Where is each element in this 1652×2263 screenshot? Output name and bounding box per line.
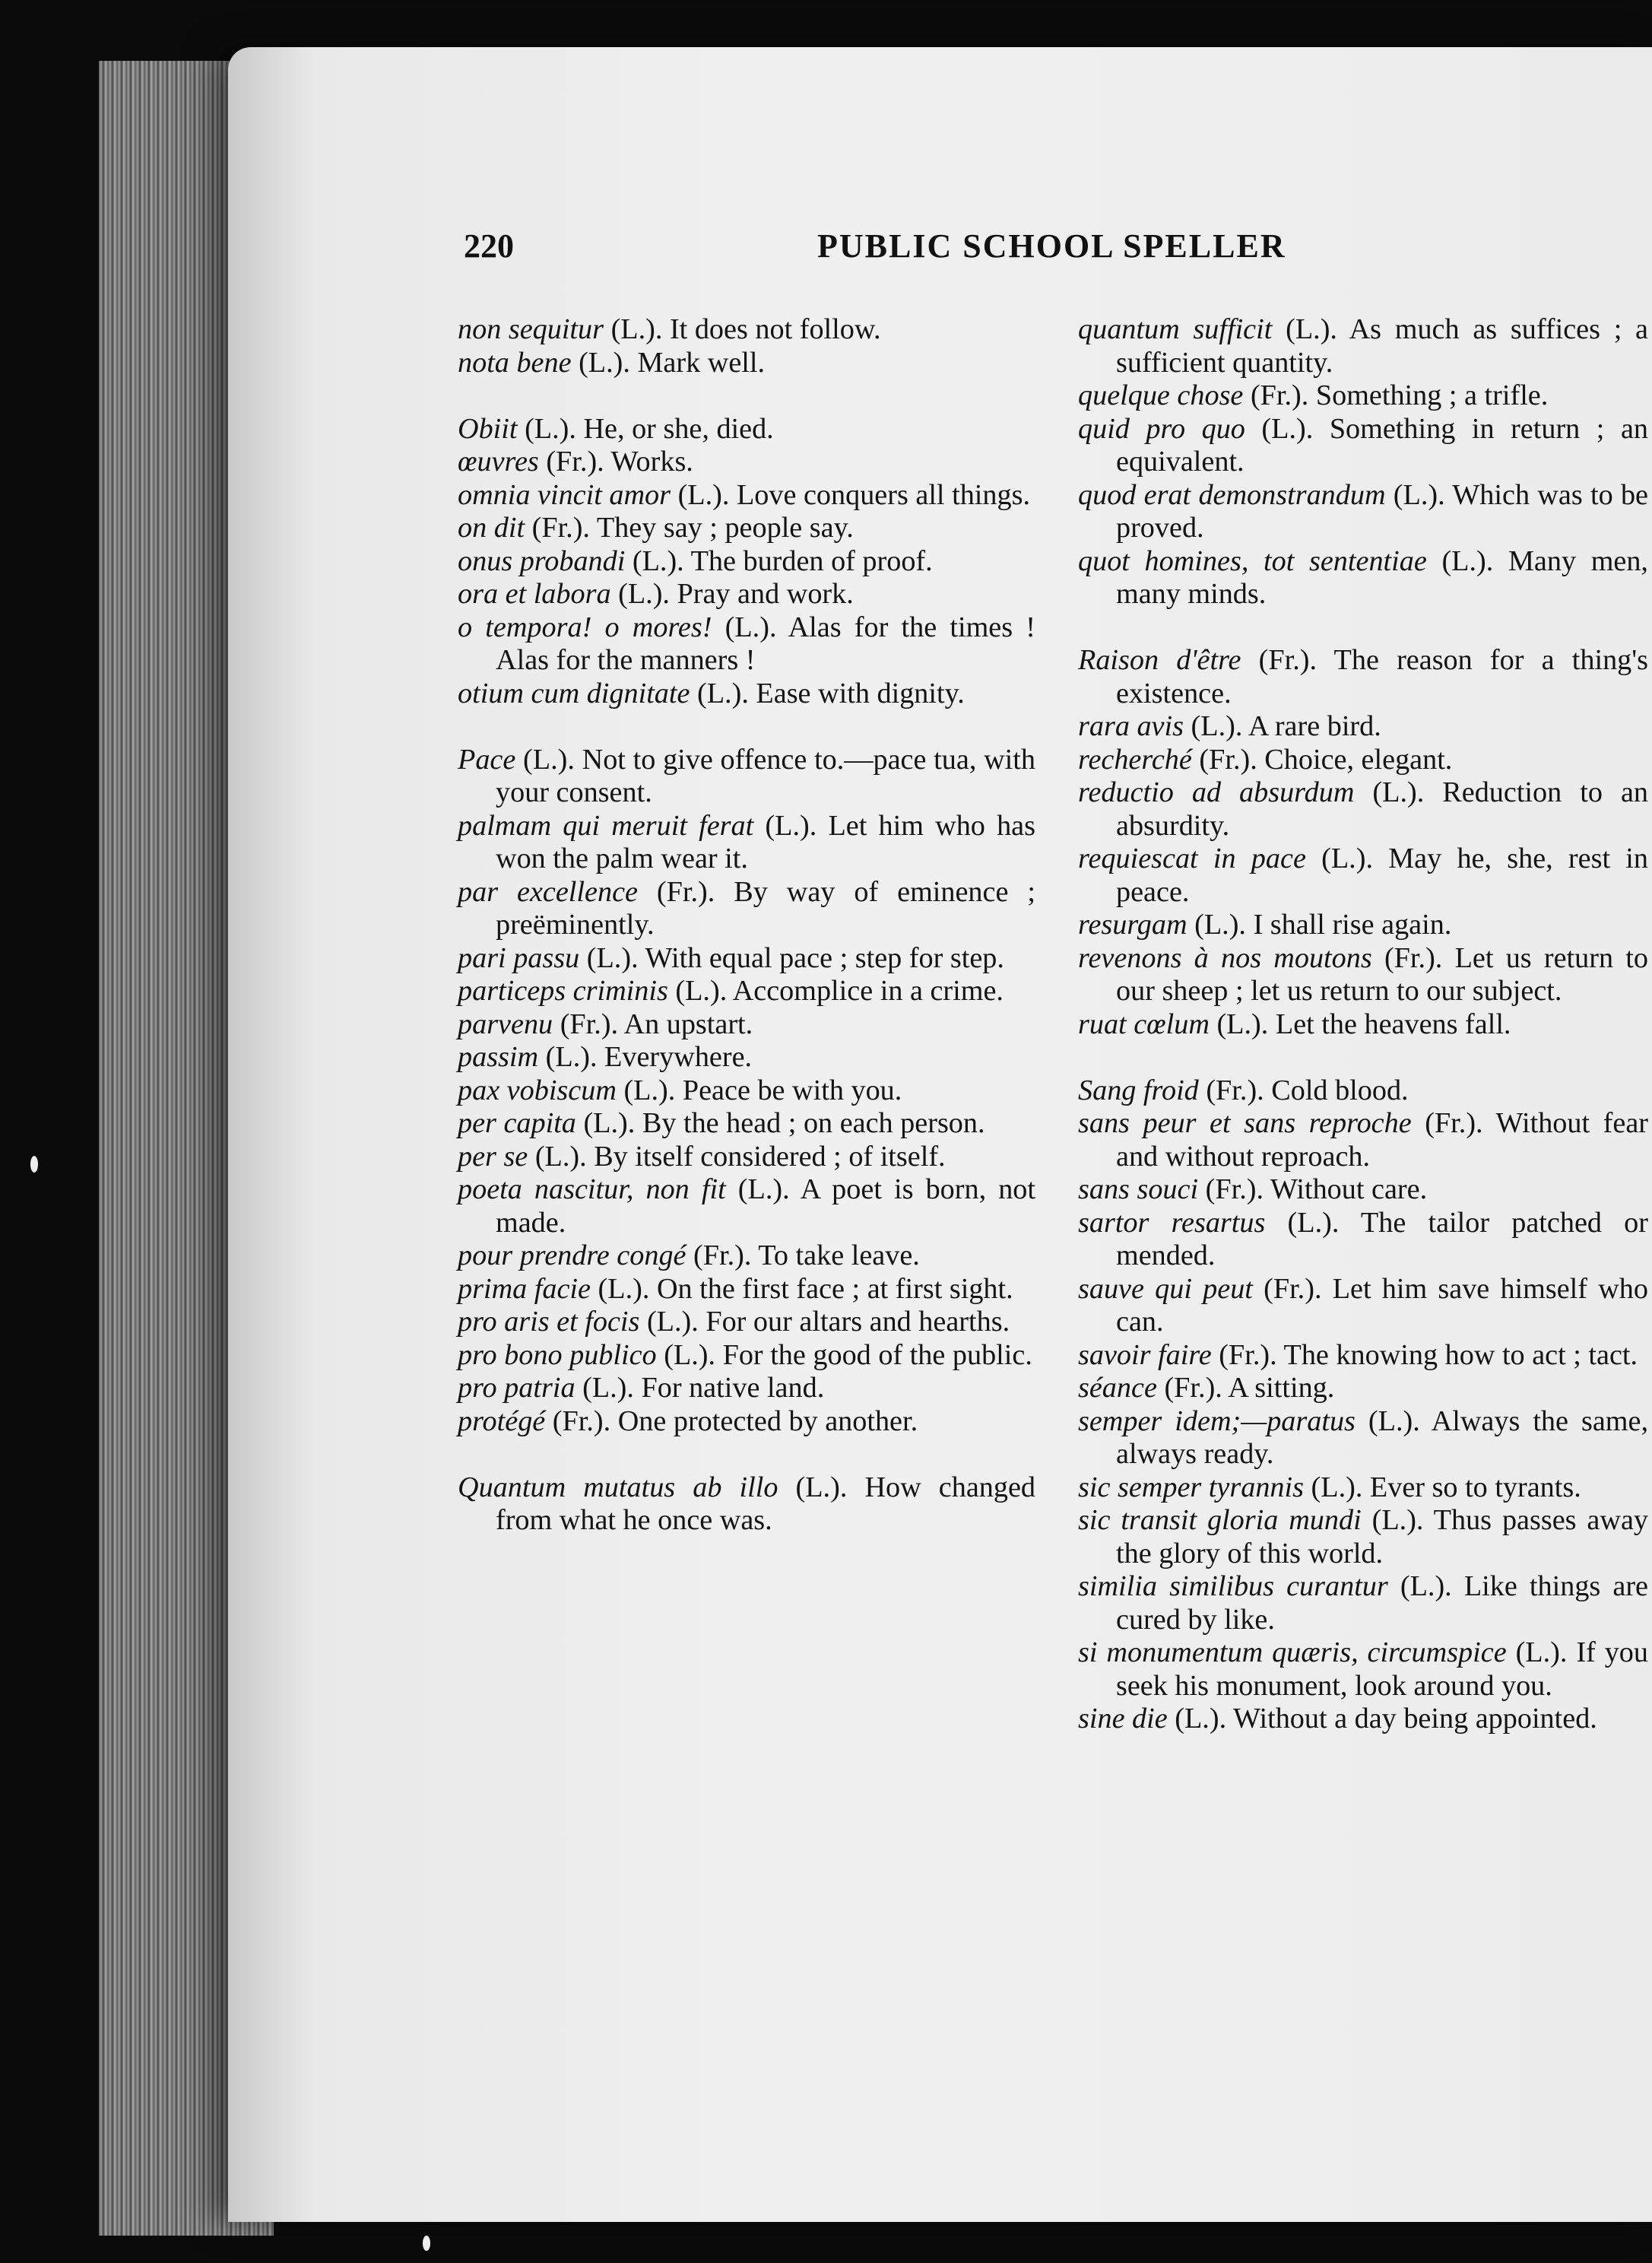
entry-term: pro aris et focis [458, 1306, 640, 1338]
entry-definition: (L.). By the head ; on each person. [576, 1107, 985, 1139]
entry-definition: (Fr.). The reason for a thing's existence. [1116, 644, 1649, 709]
entry-term: resurgam [1078, 909, 1187, 941]
entry-definition: (L.). For native land. [575, 1372, 825, 1404]
dictionary-entry [458, 578, 1035, 611]
dictionary-entry [1078, 1107, 1648, 1173]
dictionary-entry [458, 347, 1035, 380]
section-gap [458, 379, 1035, 413]
dictionary-entry [458, 1141, 1035, 1174]
dictionary-entry [458, 1372, 1035, 1405]
entry-term: par excellence [458, 875, 638, 908]
dictionary-entry [458, 876, 1035, 942]
entry-definition: (L.). Let the heavens fall. [1209, 1008, 1511, 1040]
dictionary-entry [458, 1074, 1035, 1108]
entry-term: prima facie [458, 1272, 591, 1305]
dictionary-entry [1078, 1339, 1648, 1373]
entry-definition: (L.). Peace be with you. [616, 1074, 902, 1106]
entry-definition: (L.). May he, she, rest in peace. [1116, 843, 1648, 908]
entry-definition: (L.). It does not follow. [604, 313, 881, 345]
entry-definition: (L.). Many men, many minds. [1116, 544, 1648, 610]
entry-definition: (Fr.). The knowing how to act ; tact. [1211, 1338, 1638, 1371]
right-column [1078, 313, 1648, 1736]
entry-definition: (L.). Pray and work. [610, 578, 854, 610]
dictionary-entry [458, 1405, 1035, 1439]
entry-term: sic transit gloria mundi [1078, 1504, 1362, 1536]
entry-definition: (Fr.). They say ; people say. [525, 512, 854, 544]
entry-term: Obiit [458, 412, 518, 445]
entry-term: pour prendre congé [458, 1239, 686, 1271]
entry-definition: (L.). Love conquers all things. [671, 478, 1030, 511]
dictionary-entry [458, 1306, 1035, 1339]
dictionary-entry [1078, 545, 1648, 611]
dictionary-entry [458, 479, 1035, 513]
entry-term: quid pro quo [1078, 412, 1245, 445]
entry-definition: (Fr.). An upstart. [553, 1008, 753, 1040]
entry-term: requiescat in pace [1078, 843, 1306, 874]
entry-term: ora et labora [458, 578, 611, 610]
dictionary-entry [1078, 1636, 1648, 1703]
entry-term: per capita [458, 1107, 576, 1139]
dictionary-entry [458, 1107, 1035, 1141]
entry-definition: (L.). On the first face ; at first sight. [591, 1272, 1013, 1305]
dictionary-entry [1078, 1273, 1648, 1339]
entry-term: pro patria [458, 1372, 576, 1404]
section-gap [1078, 611, 1648, 645]
entry-definition: (L.). Everywhere. [538, 1041, 753, 1073]
page-number: 220 [464, 227, 514, 265]
section-gap [458, 1438, 1035, 1471]
left-column [458, 313, 1035, 1538]
scan-speck [423, 2236, 430, 2251]
entry-definition: (L.). By itself considered ; of itself. [528, 1140, 946, 1173]
page-title: PUBLIC SCHOOL SPELLER [817, 227, 1286, 265]
entry-term: quantum sufficit [1078, 313, 1273, 345]
entry-term: Quantum mutatus ab illo [458, 1471, 778, 1503]
dictionary-entry [458, 1273, 1035, 1306]
section-gap [458, 710, 1035, 744]
entry-definition: (L.). Something in return ; an equivalent. [1116, 412, 1648, 478]
entry-term: nota bene [458, 346, 572, 379]
entry-term: séance [1078, 1372, 1157, 1404]
dictionary-entry [458, 1008, 1035, 1042]
entry-term: ruat cœlum [1078, 1008, 1210, 1040]
dictionary-entry [1078, 1074, 1648, 1108]
entry-definition: (Fr.). Let him save himself who can. [1116, 1272, 1648, 1338]
entry-term: otium cum dignitate [458, 677, 690, 709]
entry-term: sauve qui peut [1078, 1272, 1253, 1305]
entry-term: semper idem;—paratus [1078, 1404, 1356, 1437]
entry-definition: (L.). He, or she, died. [517, 412, 774, 445]
entry-term: o tempora! o mores! [458, 611, 712, 643]
entry-definition: (L.). For our altars and hearths. [639, 1306, 1010, 1338]
entry-definition: (L.). A rare bird. [1183, 710, 1381, 742]
dictionary-entry [1078, 1008, 1648, 1042]
entry-definition: (L.). Ease with dignity. [690, 677, 965, 709]
entry-definition: (L.). Thus passes away the glory of this world. [1116, 1504, 1648, 1570]
entry-term: reductio ad absurdum [1078, 776, 1355, 808]
dictionary-entry [458, 512, 1035, 545]
entry-definition: (Fr.). By way of eminence ; preëminently. [496, 875, 1035, 941]
entry-term: Sang froid [1078, 1074, 1199, 1106]
entry-definition: (L.). Reduction to an absurdity. [1116, 776, 1648, 842]
entry-term: Pace [458, 743, 516, 776]
entry-term: recherché [1078, 743, 1192, 776]
dictionary-entry [1078, 909, 1648, 942]
entry-term: on dit [458, 512, 525, 544]
entry-term: sartor resartus [1078, 1206, 1266, 1239]
entry-definition: (L.). The tailor patched or mended. [1116, 1206, 1648, 1271]
entry-term: poeta nascitur, non fit [458, 1173, 726, 1205]
entry-definition: (L.). Not to give offence to.—pace tua, with your consent. [496, 743, 1035, 808]
dictionary-entry [1078, 843, 1648, 909]
entry-definition: (L.). For the good of the public. [656, 1338, 1032, 1371]
dictionary-entry [1078, 379, 1648, 413]
entry-term: sic semper tyrannis [1078, 1471, 1304, 1503]
entry-term: quod erat demonstrandum [1078, 478, 1386, 511]
entry-term: similia similibus curantur [1078, 1570, 1388, 1602]
entry-definition: (L.). Always the same, always ready. [1116, 1404, 1648, 1470]
entry-definition: (L.). Let him who has won the palm wear it. [496, 809, 1035, 874]
section-gap [1078, 1041, 1648, 1074]
entry-term: pax vobiscum [458, 1074, 617, 1106]
entry-definition: (L.). Alas for the times ! Alas for the manners ! [496, 611, 1036, 676]
dictionary-entry [1078, 776, 1648, 843]
entry-term: revenons à nos moutons [1078, 941, 1372, 974]
entry-term: pari passu [458, 941, 580, 974]
entry-definition: (L.). Like things are cured by like. [1116, 1570, 1648, 1636]
entry-definition: (L.). I shall rise again. [1187, 909, 1452, 941]
entry-definition: (L.). Ever so to tyrants. [1303, 1471, 1581, 1503]
dictionary-entry [458, 744, 1035, 810]
entry-term: non sequitur [458, 313, 604, 345]
entry-term: onus probandi [458, 544, 626, 577]
dictionary-entry [1078, 1504, 1648, 1570]
entry-definition: (Fr.). Works. [538, 446, 693, 478]
dictionary-entry [1078, 1173, 1648, 1207]
dictionary-entry [1078, 1471, 1648, 1505]
dictionary-entry [458, 1239, 1035, 1273]
dictionary-entry [458, 611, 1035, 678]
dictionary-entry [1078, 1405, 1648, 1471]
entry-term: savoir faire [1078, 1338, 1212, 1371]
entry-term: sans peur et sans reproche [1078, 1107, 1412, 1139]
entry-term: palmam qui meruit ferat [458, 809, 754, 842]
entry-definition: (L.). With equal pace ; step for step. [579, 941, 1004, 974]
entry-definition: (L.). As much as suffices ; a sufficient quantity. [1116, 313, 1649, 379]
entry-term: sine die [1078, 1703, 1168, 1735]
dictionary-entry [458, 1339, 1035, 1373]
entry-term: Raison d'être [1078, 644, 1241, 676]
entry-definition: (Fr.). To take leave. [686, 1239, 920, 1271]
dictionary-entry [1078, 413, 1648, 479]
dictionary-entry [1078, 1372, 1648, 1405]
dictionary-entry [458, 1471, 1035, 1538]
entry-definition: (Fr.). A sitting. [1156, 1372, 1335, 1404]
running-head [0, 227, 1652, 272]
dictionary-entry [458, 1041, 1035, 1074]
entry-definition: (L.). Which was to be proved. [1116, 478, 1648, 544]
dictionary-entry [1078, 313, 1648, 379]
entry-definition: (Fr.). Choice, elegant. [1191, 743, 1453, 776]
dictionary-entry [458, 678, 1035, 711]
entry-term: omnia vincit amor [458, 478, 671, 511]
dictionary-entry [1078, 644, 1648, 710]
dictionary-entry [458, 545, 1035, 579]
entry-term: passim [458, 1041, 539, 1073]
entry-definition: (L.). If you seek his monument, look around you. [1116, 1636, 1648, 1702]
entry-term: si monumentum quæris, circumspice [1078, 1636, 1507, 1668]
dictionary-entry [458, 313, 1035, 347]
entry-term: protégé [458, 1404, 546, 1437]
dictionary-entry [458, 810, 1035, 876]
dictionary-entry [1078, 942, 1648, 1008]
entry-definition: (Fr.). Without fear and without reproach. [1116, 1107, 1648, 1173]
dictionary-entry [458, 942, 1035, 976]
entry-term: pro bono publico [458, 1338, 657, 1371]
entry-term: rara avis [1078, 710, 1184, 742]
entry-term: quot homines, tot sententiae [1078, 544, 1427, 577]
dictionary-entry [1078, 1570, 1648, 1636]
entry-definition: (L.). A poet is born, not made. [496, 1173, 1035, 1239]
entry-definition: (Fr.). Something ; a trifle. [1243, 379, 1549, 411]
entry-definition: (L.). Accomplice in a crime. [667, 975, 1004, 1007]
entry-term: parvenu [458, 1008, 553, 1040]
entry-definition: (Fr.). Cold blood. [1198, 1074, 1409, 1106]
entry-term: sans souci [1078, 1173, 1199, 1205]
dictionary-entry [1078, 710, 1648, 744]
dictionary-entry [1078, 1207, 1648, 1273]
entry-term: œuvres [458, 446, 539, 478]
dictionary-entry [458, 413, 1035, 446]
entry-term: quelque chose [1078, 379, 1244, 411]
entry-definition: (L.). Mark well. [571, 346, 766, 379]
dictionary-entry [458, 1173, 1035, 1239]
dictionary-entry [1078, 1703, 1648, 1736]
entry-definition: (Fr.). One protected by another. [545, 1404, 918, 1437]
dictionary-entry [458, 975, 1035, 1008]
entry-definition: (L.). Without a day being appointed. [1167, 1703, 1597, 1735]
entry-term: per se [458, 1140, 528, 1173]
dictionary-entry [1078, 479, 1648, 545]
entry-definition: (L.). How changed from what he once was. [496, 1471, 1035, 1536]
entry-term: particeps criminis [458, 975, 668, 1007]
scan-speck [30, 1156, 38, 1173]
entry-definition: (L.). The burden of proof. [625, 544, 933, 577]
entry-definition: (Fr.). Without care. [1198, 1173, 1428, 1205]
entry-definition: (Fr.). Let us return to our sheep ; let us return to our subject. [1116, 941, 1648, 1007]
dictionary-entry [1078, 744, 1648, 777]
dictionary-entry [458, 446, 1035, 479]
